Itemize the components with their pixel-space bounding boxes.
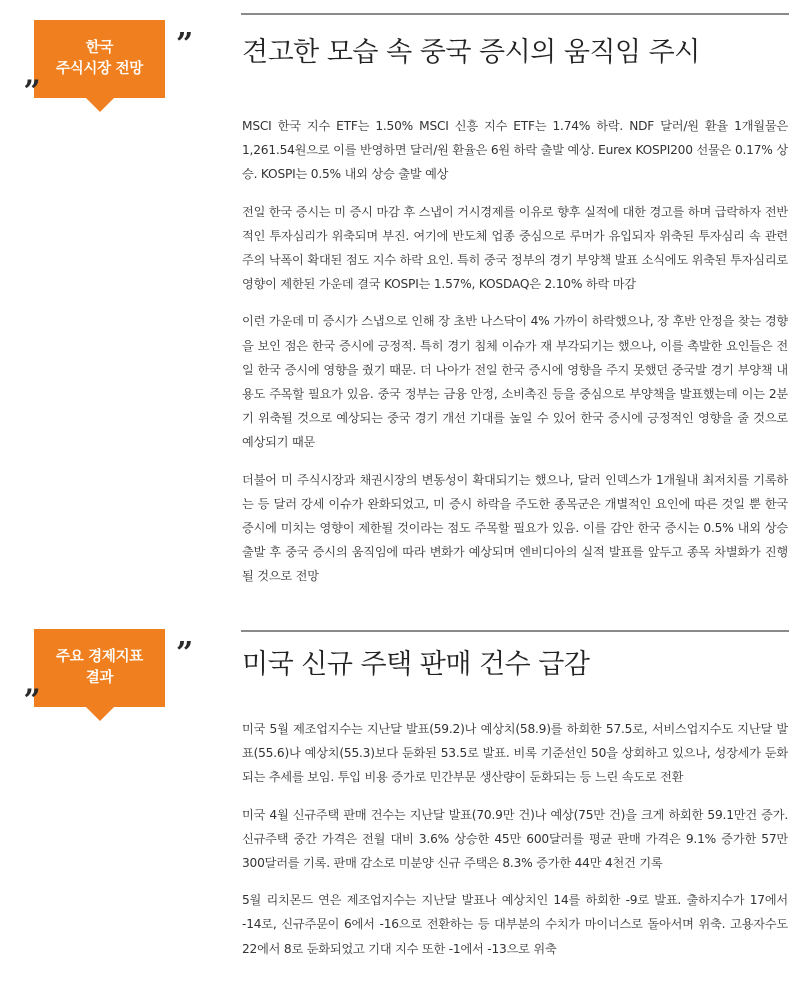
paragraph: 전일 한국 증시는 미 증시 마감 후 스냅이 거시경제를 이유로 향후 실적에 대한 경고를 하며 급락하자 전반적인 투자심리가 위축되며 부진. 여기에 반도체 업종 중심으로 루머가 유입되자 위축된 투자심리 속 관련주의 낙폭이 확대된 점도 지수 하락 요인. 특히 중국 정부의 경기 부양책 발표 소식에도 위축된 투자심리로 영향이 제한된 가운데 결국 KOSPI는 1.57%, KOSDAQ은 2.10% 하락 마감 (242, 204, 788, 292)
section-badge (34, 629, 165, 707)
section-title: 미국 신규 주택 판매 건수 급감 (242, 649, 590, 680)
title-divider (241, 630, 789, 632)
section-body (242, 717, 788, 974)
paragraph: MSCI 한국 지수 ETF는 1.50% MSCI 신흥 지수 ETF는 1.74% 하락. NDF 달러/원 환율 1개월물은 1,261.54원으로 이를 반영하면 달러/원 환율은 6원 하락 출발 예상. Eurex KOSPI200 선물은 0.17% 상승. KOSPI는 0.5% 내외 상승 출발 예상 (242, 119, 788, 182)
paragraph: 더불어 미 주식시장과 채권시장의 변동성이 확대되기는 했으나, 달러 인덱스가 1개월내 최저치를 기록하는 등 달러 강세 이슈가 완화되었고, 미 증시 하락을 주도한 종목군은 개별적인 요인에 따른 것일 뿐 한국 증시에 미치는 영향이 제한될 것이라는 점도 주목할 필요가 있음. 이를 감안 한국 증시는 0.5% 내외 상승 출발 후 중국 증시의 움직임에 따라 변화가 예상되며 엔비디아의 실적 발표를 앞두고 종목 차별화가 진행 될 것으로 전망 (242, 472, 788, 584)
section-title: 견고한 모습 속 중국 증시의 움직임 주시 (242, 37, 700, 68)
section-body (242, 114, 788, 602)
paragraph: 5월 리치몬드 연은 제조업지수는 지난달 발표나 예상치인 14를 하회한 -9로 발표. 출하지수가 17에서 -14로, 신규주문이 6에서 -16으로 전환하는 등 대부분의 수치가 마이너스로 돌아서며 위축. 고용자수도 22에서 8로 둔화되었고 기대 지수 또한 -1에서 -13으로 위축 (242, 893, 788, 956)
paragraph: 미국 4월 신규주택 판매 건수는 지난달 발표(70.9만 건)나 예상(75만 건)을 크게 하회한 59.1만건 증가. 신규주택 중간 가격은 전월 대비 3.6% 상승한 45만 600달러를 평균 판매 가격은 9.1% 증가한 57만 300달러를 기록. 판매 감소로 미분양 신규 주택은 8.3% 증가한 44만 4천건 기록 (242, 807, 788, 871)
badge-line-1: 한국 (85, 40, 114, 56)
open-quote-mark: „ (24, 666, 42, 701)
badge-line-1: 주요 경제지표 (56, 649, 143, 665)
open-quote-mark: „ (24, 57, 42, 92)
paragraph: 이런 가운데 미 증시가 스냅으로 인해 장 초반 나스닥이 4% 가까이 하락했으나, 장 후반 안정을 찾는 경향을 보인 점은 한국 증시에 긍정적. 특히 경기 침체 이슈가 재 부각되기는 했으나, 이를 촉발한 요인들은 전일 한국 증시에 영향을 줬기 때문. 더 나아가 전일 한국 증시에 영향을 주지 못했던 중국발 경기 부양책 내용도 주목할 필요가 있음. 중국 정부는 금융 안정, 소비촉진 등을 중심으로 부양책을 발표했는데 이는 2분기 위축될 것으로 예상되는 중국 경기 개선 기대를 높일 수 있어 한국 증시에 긍정적인 영향을 줄 것으로 예상되기 때문 (242, 314, 788, 450)
badge-line-2: 주식시장 전망 (56, 61, 143, 77)
section-badge (34, 20, 165, 98)
badge-line-2: 결과 (85, 670, 114, 686)
close-quote-mark: ” (176, 27, 194, 62)
title-divider (241, 13, 789, 15)
close-quote-mark: ” (176, 636, 194, 671)
paragraph: 미국 5월 제조업지수는 지난달 발표(59.2)나 예상치(58.9)를 하회한 57.5로, 서비스업지수도 지난달 발표(55.6)나 예상치(55.3)보다 둔화된 53.5로 발표. 비록 기준선인 50을 상회하고 있으나, 성장세가 둔화되는 추세를 보임. 투입 비용 증가로 민간부문 생산량이 둔화되는 등 느린 속도로 전환 (242, 722, 788, 785)
